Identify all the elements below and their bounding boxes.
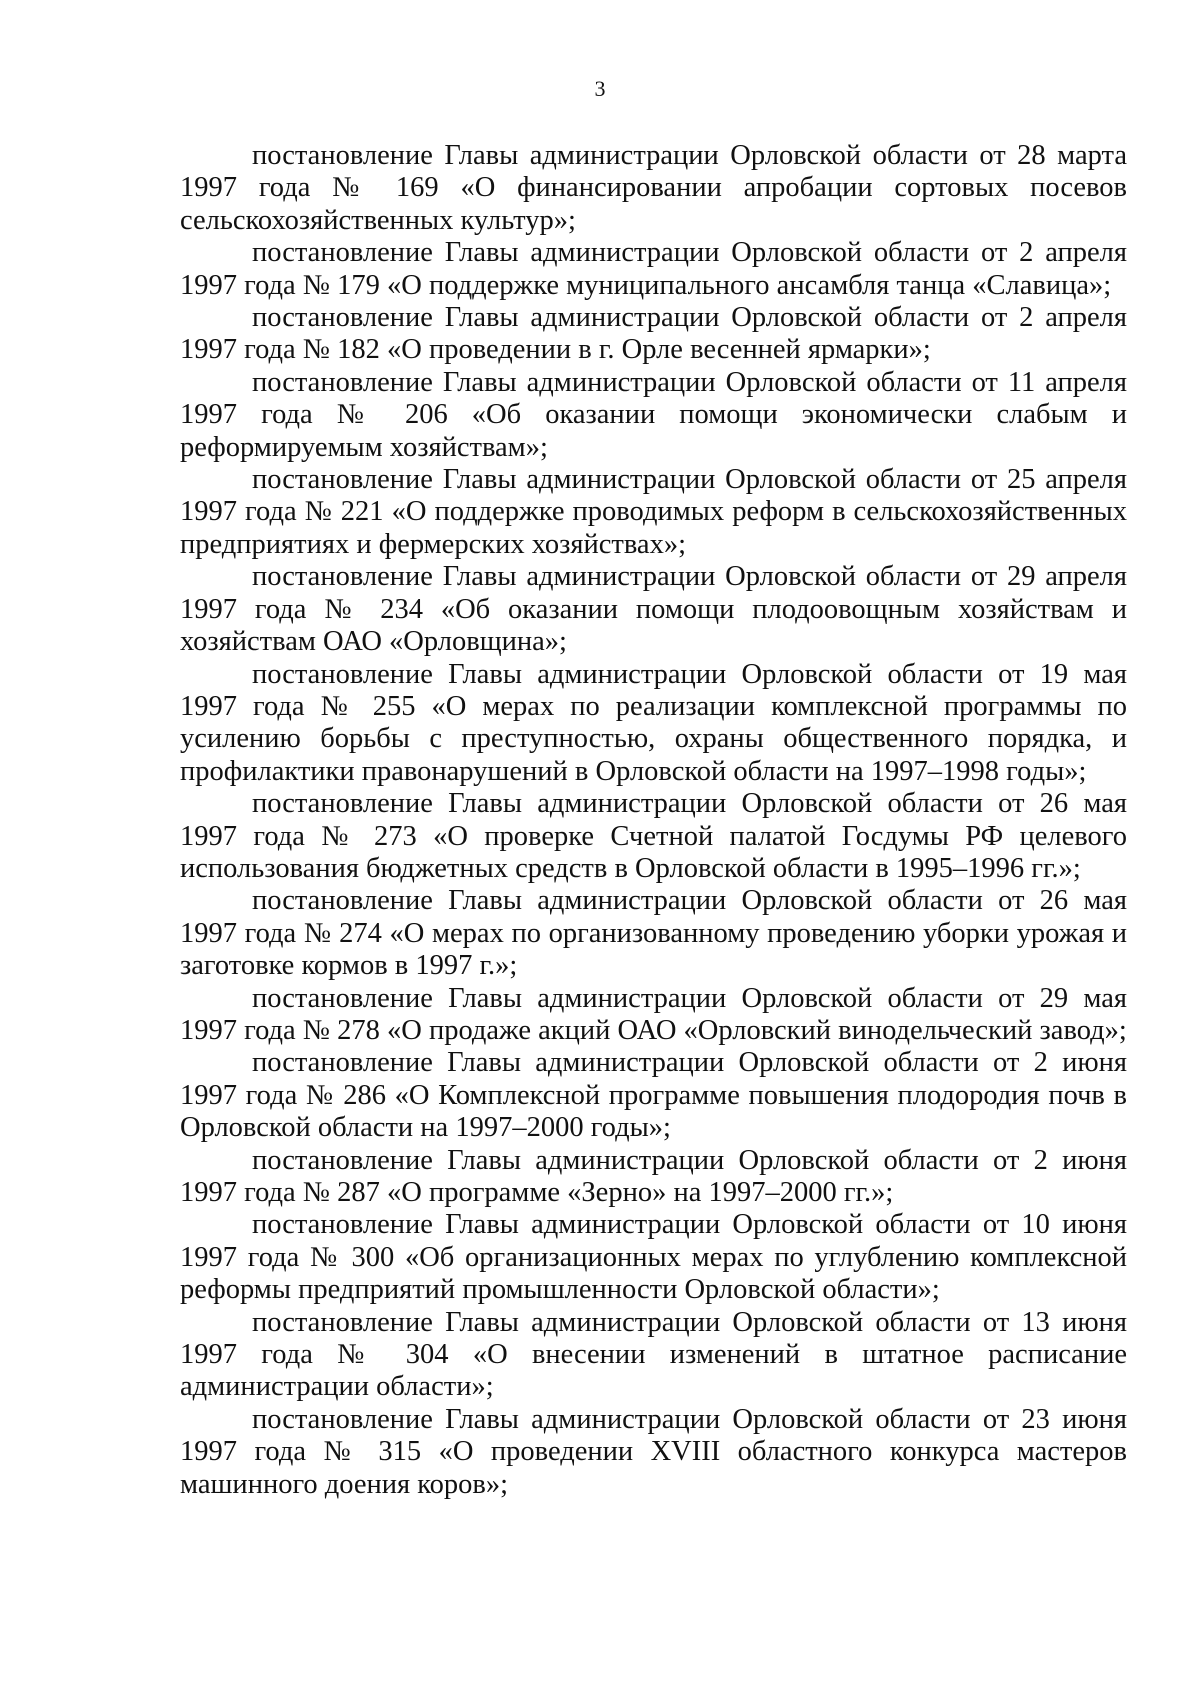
document-body bbox=[180, 140, 1127, 1501]
paragraph-decree-278: постановление Главы администрации Орловской области от 29 мая 1997 года № 278 «О продаже акций ОАО «Орловский винодельческий завод»; bbox=[180, 982, 1127, 1046]
paragraph-decree-182: постановление Главы администрации Орловской области от 2 апреля 1997 года № 182 «О проведении в г. Орле весенней ярмарки»; bbox=[180, 302, 1127, 366]
paragraph-decree-221: постановление Главы администрации Орловской области от 25 апреля 1997 года № 221 «О поддержке проводимых реформ в сельскохозяйственных предприятиях и фермерских хозяйствах»; bbox=[180, 464, 1127, 560]
paragraph-decree-255: постановление Главы администрации Орловской области от 19 мая 1997 года № 255 «О мерах по реализации комплексной программы по усилению борьбы с преступностью, охраны общественного порядка, и профилактики правонарушений в Орловской области на 1997–1998 годы»; bbox=[180, 658, 1127, 787]
paragraph-decree-286: постановление Главы администрации Орловской области от 2 июня 1997 года № 286 «О Комплексной программе повышения плодородия почв в Орловской области на 1997–2000 годы»; bbox=[180, 1047, 1127, 1144]
paragraph-decree-315: постановление Главы администрации Орловской области от 23 июня 1997 года № 315 «О проведении XVIII областного конкурса мастеров машинного доения коров»; bbox=[180, 1403, 1127, 1500]
paragraph-decree-304: постановление Главы администрации Орловской области от 13 июня 1997 года № 304 «О внесении изменений в штатное расписание администрации области»; bbox=[180, 1306, 1127, 1403]
page-number: 3 bbox=[594, 76, 606, 101]
paragraph-decree-179: постановление Главы администрации Орловской области от 2 апреля 1997 года № 179 «О поддержке муниципального ансамбля танца «Славица»; bbox=[180, 237, 1127, 301]
paragraph-decree-300: постановление Главы администрации Орловской области от 10 июня 1997 года № 300 «Об организационных мерах по углублению комплексной реформы предприятий промышленности Орловской области»; bbox=[180, 1209, 1127, 1306]
paragraph-decree-169: постановление Главы администрации Орловской области от 28 марта 1997 года № 169 «О финансировании апробации сортовых посевов сельскохозяйственных культур»; bbox=[180, 140, 1127, 236]
paragraph-decree-206: постановление Главы администрации Орловской области от 11 апреля 1997 года № 206 «Об оказании помощи экономически слабым и реформируемым хозяйствам»; bbox=[180, 366, 1127, 463]
paragraph-decree-273: постановление Главы администрации Орловской области от 26 мая 1997 года № 273 «О проверке Счетной палатой Госдумы РФ целевого использования бюджетных средств в Орловской области в 1995–1996 гг.»; bbox=[180, 788, 1127, 884]
paragraph-decree-234: постановление Главы администрации Орловской области от 29 апреля 1997 года № 234 «Об оказании помощи плодоовощным хозяйствам и хозяйствам ОАО «Орловщина»; bbox=[180, 561, 1127, 658]
paragraph-decree-287: постановление Главы администрации Орловской области от 2 июня 1997 года № 287 «О программе «Зерно» на 1997–2000 гг.»; bbox=[180, 1144, 1127, 1208]
paragraph-decree-274: постановление Главы администрации Орловской области от 26 мая 1997 года № 274 «О мерах по организованному проведению уборки урожая и заготовке кормов в 1997 г.»; bbox=[180, 885, 1127, 982]
